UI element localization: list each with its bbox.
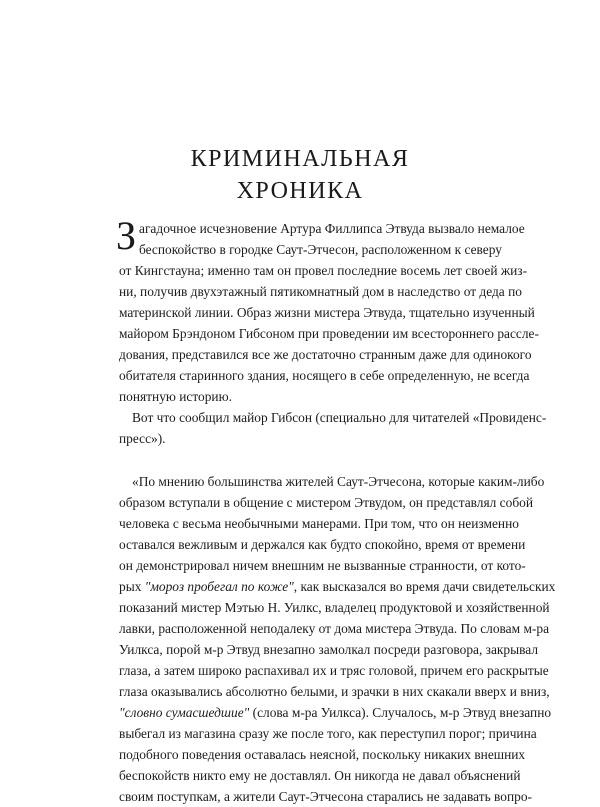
text-line <box>119 702 552 723</box>
text-line: обитателя старинного здания, носящего в себе определенную, не всегда <box>119 368 530 383</box>
text-line: Уилкса, порой м-р Этвуд внезапно замолкал посреди разговора, закрывал <box>119 642 538 657</box>
text-line: он демонстрировал ничем внешним не вызванные странности, от кото- <box>119 558 526 573</box>
text-line: Вот что сообщил майор Гибсон (специально для читателей «Провиденс- <box>132 410 547 425</box>
text-line: пресс»). <box>119 431 166 446</box>
text-fragment: (слова м-ра Уилкса). Случалось, м-р Этвуд внезапно <box>249 705 552 720</box>
text-fragment: рых <box>119 579 145 594</box>
text-line: агадочное исчезновение Артура Филлипса Этвуда вызвало немалое <box>139 221 525 236</box>
text-line: глаза, а затем широко распахивал их и тряс головой, причем его раскрытые <box>119 663 549 678</box>
text-line: беспокойств никто ему не доставлял. Он никогда не давал объяснений <box>119 768 521 783</box>
text-line: показаний мистер Мэтью Н. Уилкс, владелец продуктовой и хозяйственной <box>119 600 550 615</box>
text-line: майором Брэндоном Гибсоном при проведении им всестороннего рассле- <box>119 326 539 341</box>
text-line: образом вступали в общение с мистером Этвудом, он представлял собой <box>119 495 533 510</box>
paragraph-gap <box>119 449 486 471</box>
italic-quote: "мороз пробегал по коже" <box>144 579 294 594</box>
text-fragment: , как высказался во время дачи свидетельских <box>293 579 556 594</box>
text-line: глаза оказывались абсолютно белыми, и зрачки в них скакали вверх и вниз, <box>119 684 550 699</box>
italic-quote: "словно сумасшедшие" <box>119 705 250 720</box>
paragraph-gibson-intro <box>119 407 547 449</box>
paragraph-quote <box>119 471 556 807</box>
text-line: лавки, расположенной неподалеку от дома мистера Этвуда. По словам м-ра <box>119 621 550 636</box>
chapter-title-line-2: ХРОНИКА <box>236 178 364 204</box>
chapter-title <box>0 143 600 207</box>
text-line: человека с весьма необычными манерами. При том, что он неизменно <box>119 516 519 531</box>
text-line: материнской линии. Образ жизни мистера Этвуда, тщательно изученный <box>119 305 535 320</box>
text-line: выбегал из магазина сразу же после того, как переступил порог; причина <box>119 726 537 741</box>
text-line: своим поступкам, а жители Саут-Этчесона старались не задавать вопро- <box>119 789 532 804</box>
text-line: «По мнению большинства жителей Саут-Этчесона, которые каким-либо <box>132 474 545 489</box>
text-line <box>119 576 556 597</box>
text-line: беспокойство в городке Саут-Этчесон, расположенном к северу <box>139 242 502 257</box>
text-line: ни, получив двухэтажный пятикомнатный дом в наследство от деда по <box>119 284 522 299</box>
text-line: понятную историю. <box>119 389 232 404</box>
text-line: оставался вежливым и держался как будто спокойно, время от времени <box>119 537 526 552</box>
chapter-title-line-1: КРИМИНАЛЬНАЯ <box>190 146 410 172</box>
text-line: дования, представился все же достаточно странным даже для одинокого <box>119 347 532 362</box>
paragraph-intro <box>119 218 539 407</box>
chapter-body <box>119 218 556 807</box>
drop-cap: З <box>116 213 137 258</box>
text-line: от Кингстауна; именно там он провел последние восемь лет своей жиз- <box>119 263 528 278</box>
text-line: подобного поведения оставалась неясной, поскольку никаких внешних <box>119 747 526 762</box>
